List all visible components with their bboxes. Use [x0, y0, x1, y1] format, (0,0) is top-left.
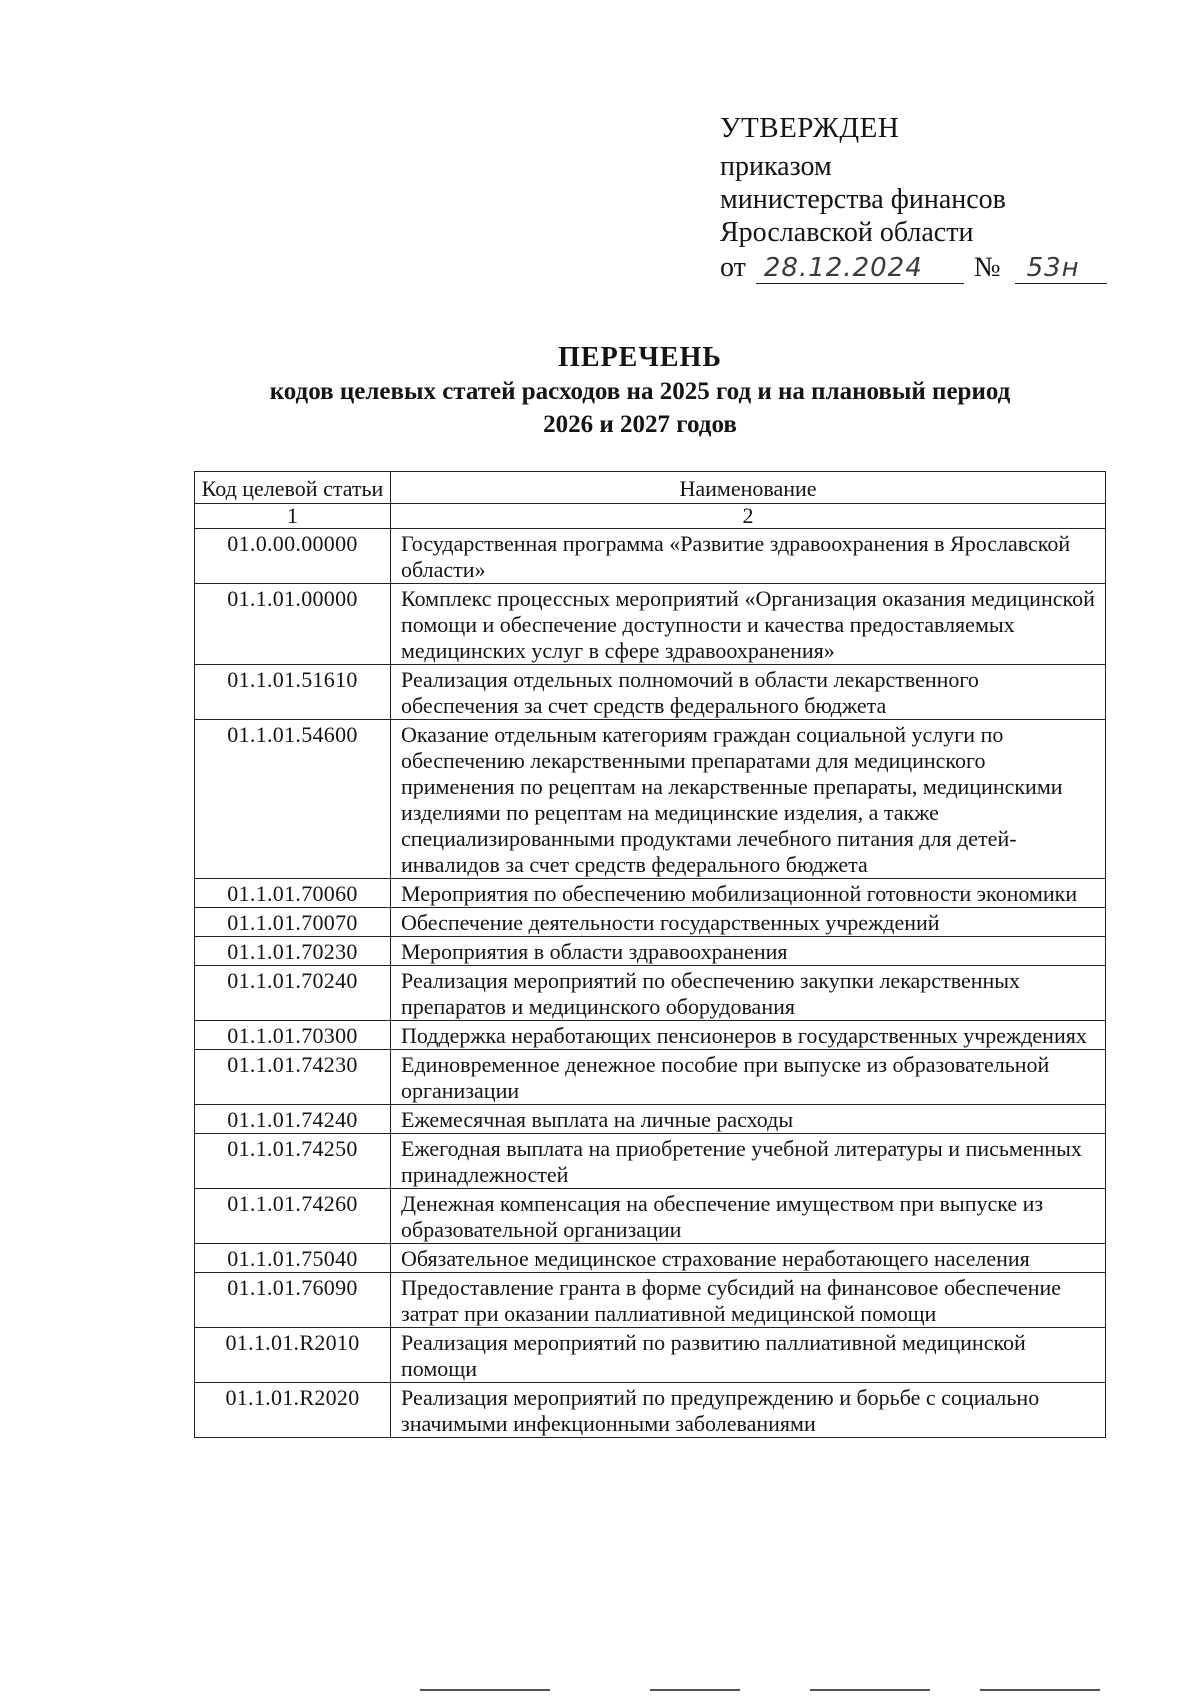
row-code: 01.0.00.00000 [195, 529, 391, 584]
row-name: Обязательное медицинское страхование неработающего населения [391, 1244, 1106, 1273]
approval-date-line [720, 251, 1107, 284]
table-row [195, 1383, 1106, 1438]
table-row [195, 1021, 1106, 1050]
document-subtitle-line2: 2026 и 2027 годов [543, 411, 737, 438]
table-row [195, 908, 1106, 937]
row-code: 01.1.01.R2010 [195, 1328, 391, 1383]
column-number-1: 1 [195, 504, 391, 529]
row-name: Ежемесячная выплата на личные расходы [391, 1105, 1106, 1134]
number-sign: № [973, 252, 1001, 283]
row-code: 01.1.01.51610 [195, 665, 391, 720]
page-bottom-marks [420, 1689, 1120, 1693]
table-row [195, 937, 1106, 966]
column-number-2: 2 [391, 504, 1106, 529]
row-code: 01.1.01.70060 [195, 879, 391, 908]
row-name: Реализация мероприятий по обеспечению закупки лекарственных препаратов и медицинского оборудования [391, 966, 1106, 1021]
scan-mark [650, 1689, 740, 1691]
row-code: 01.1.01.70240 [195, 966, 391, 1021]
table-row [195, 529, 1106, 584]
row-code: 01.1.01.54600 [195, 720, 391, 879]
row-name: Оказание отдельным категориям граждан социальной услуги по обеспечению лекарственными препаратами для медицинского применения по рецептам на лекарственные препараты, медицинскими изделиями по рецептам на медицинские изделия, а также специализированными продуктами лечебного питания для детей-инвалидов за счет средств федерального бюджета [391, 720, 1106, 879]
table-row [195, 584, 1106, 665]
from-label: от [720, 252, 746, 283]
table-row [195, 1050, 1106, 1105]
table-header-row [195, 472, 1106, 504]
codes-table [194, 471, 1106, 1438]
row-code: 01.1.01.76090 [195, 1273, 391, 1328]
row-code: 01.1.01.00000 [195, 584, 391, 665]
approval-stamp [720, 112, 1107, 284]
row-name: Предоставление гранта в форме субсидий на финансовое обеспечение затрат при оказании паллиативной медицинской помощи [391, 1273, 1106, 1328]
row-name: Единовременное денежное пособие при выпуске из образовательной организации [391, 1050, 1106, 1105]
approval-line-ministry: министерства финансов [720, 184, 1006, 215]
row-code: 01.1.01.70230 [195, 937, 391, 966]
row-name: Комплекс процессных мероприятий «Организация оказания медицинской помощи и обеспечение доступности и качества предоставляемых медицинских услуг в сфере здравоохранения» [391, 584, 1106, 665]
table-column-numbers-row [195, 504, 1106, 529]
row-name: Реализация отдельных полномочий в области лекарственного обеспечения за счет средств федерального бюджета [391, 665, 1106, 720]
approval-line-region: Ярославской области [720, 217, 974, 248]
scan-mark [420, 1689, 550, 1691]
row-code: 01.1.01.R2020 [195, 1383, 391, 1438]
document-heading [200, 341, 1080, 441]
row-code: 01.1.01.70300 [195, 1021, 391, 1050]
table-row [195, 1105, 1106, 1134]
row-code: 01.1.01.74230 [195, 1050, 391, 1105]
table-row [195, 1244, 1106, 1273]
table-row [195, 1189, 1106, 1244]
row-name: Денежная компенсация на обеспечение имуществом при выпуске из образовательной организации [391, 1189, 1106, 1244]
row-code: 01.1.01.74240 [195, 1105, 391, 1134]
row-code: 01.1.01.74260 [195, 1189, 391, 1244]
table-row [195, 1134, 1106, 1189]
row-name: Поддержка неработающих пенсионеров в государственных учреждениях [391, 1021, 1106, 1050]
row-name: Мероприятия по обеспечению мобилизационной готовности экономики [391, 879, 1106, 908]
row-code: 01.1.01.75040 [195, 1244, 391, 1273]
handwritten-number: 53н [1015, 253, 1107, 284]
table-row [195, 879, 1106, 908]
header-code: Код целевой статьи [195, 472, 391, 504]
table-row [195, 720, 1106, 879]
row-name: Реализация мероприятий по предупреждению и борьбе с социально значимыми инфекционными заболеваниями [391, 1383, 1106, 1438]
table-row [195, 1328, 1106, 1383]
row-code: 01.1.01.70070 [195, 908, 391, 937]
document-title: ПЕРЕЧЕНЬ [558, 342, 722, 373]
table-row [195, 665, 1106, 720]
handwritten-date: 28.12.2024 [756, 253, 964, 284]
approved-label: УТВЕРЖДЕН [720, 112, 900, 144]
scan-mark [810, 1689, 930, 1691]
row-name: Государственная программа «Развитие здравоохранения в Ярославской области» [391, 529, 1106, 584]
scan-mark [980, 1689, 1100, 1691]
row-name: Мероприятия в области здравоохранения [391, 937, 1106, 966]
row-name: Ежегодная выплата на приобретение учебной литературы и письменных принадлежностей [391, 1134, 1106, 1189]
table-row [195, 1273, 1106, 1328]
row-name: Реализация мероприятий по развитию паллиативной медицинской помощи [391, 1328, 1106, 1383]
table-row [195, 966, 1106, 1021]
row-code: 01.1.01.74250 [195, 1134, 391, 1189]
row-name: Обеспечение деятельности государственных учреждений [391, 908, 1106, 937]
document-subtitle-line1: кодов целевых статей расходов на 2025 год и на плановый период [269, 378, 1011, 405]
header-name: Наименование [391, 472, 1106, 504]
approval-line-order: приказом [720, 151, 832, 182]
